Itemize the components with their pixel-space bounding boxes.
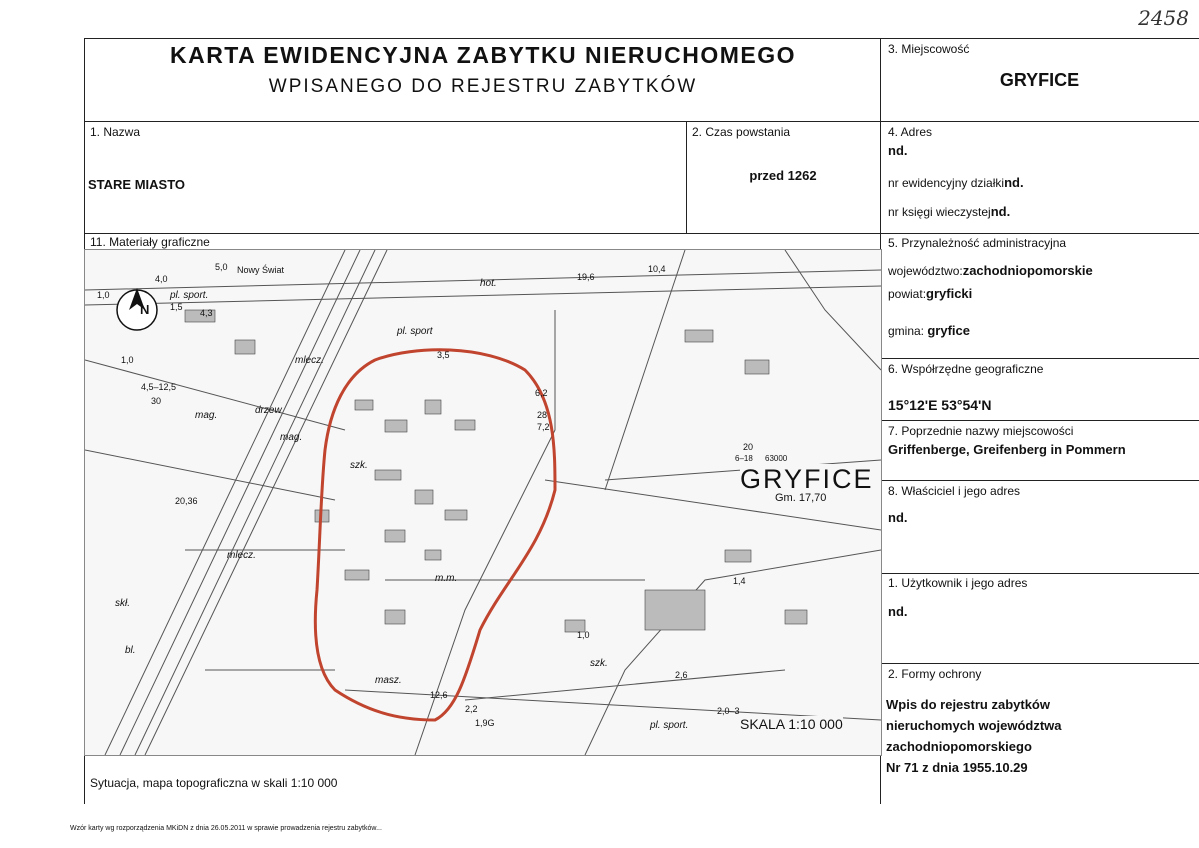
graphics-label: 11. Materiały graficzne	[90, 235, 210, 249]
north-arrow	[117, 288, 157, 330]
map-gm-label: Gm. 17,70	[775, 492, 827, 504]
map-number: 3,5	[437, 350, 450, 360]
voivodeship-label: województwo:	[888, 264, 963, 278]
map-number: 4,5–12,5	[141, 382, 177, 392]
map-number: 28	[537, 410, 548, 420]
map-annotation: m.m.	[435, 573, 458, 584]
map-annotation: mag.	[195, 410, 218, 421]
county-label: powiat:	[888, 287, 927, 301]
card-title: KARTA EWIDENCYJNA ZABYTKU NIERUCHOMEGO	[169, 42, 797, 68]
protection-line-1: Wpis do rejestru zabytków	[886, 697, 1050, 712]
form-footnote: Wzór karty wg rozporządzenia MKiDN z dnia 26.05.2011 w sprawie prowadzenia rejestru zabytków...	[70, 825, 382, 832]
map-number: 1,9G	[475, 718, 495, 728]
row-divider-2	[84, 233, 880, 234]
voivodeship-value: zachodniopomorskie	[962, 263, 1093, 278]
north-label: N	[140, 302, 150, 317]
county-line	[888, 286, 972, 301]
map-scale-label: SKALA 1:10 000	[740, 716, 843, 732]
map-annotation: szk.	[590, 658, 608, 669]
locality-value: GRYFICE	[999, 70, 1080, 90]
locality-label: 3. Miejscowość	[888, 42, 970, 56]
right-divider-adm	[880, 233, 1199, 234]
old-names-label: 7. Poprzednie nazwy miejscowości	[888, 424, 1074, 438]
archive-stamp: 2458	[1138, 6, 1189, 30]
land-register-label: nr księgi wieczystej	[888, 205, 991, 219]
map-number: 7,2	[537, 422, 550, 432]
protection-line-4: Nr 71 z dnia 1955.10.29	[886, 760, 1028, 775]
protection-line-2: nieruchomych województwa	[886, 718, 1062, 733]
name-label: 1. Nazwa	[90, 125, 141, 139]
map-number: 63000	[765, 454, 788, 463]
map-annotation: pl. sport.	[170, 290, 209, 301]
plot-number-label: nr ewidencyjny działki	[888, 176, 1005, 190]
land-register-line	[888, 204, 1010, 219]
map-town-label: GRYFICE	[740, 464, 874, 494]
map-number: 1,5	[170, 302, 183, 312]
coords-label: 6. Współrzędne geograficzne	[888, 362, 1044, 376]
protection-line-3: zachodniopomorskiego	[886, 739, 1032, 754]
map-annotation: skł.	[115, 598, 130, 609]
map-number: 1,0	[97, 290, 110, 300]
map-number: 19,6	[577, 272, 595, 282]
coords-value: 15°12'E 53°54'N	[888, 397, 992, 413]
right-divider-user	[880, 573, 1199, 574]
map-number: 2,6	[675, 670, 688, 680]
map-number: 20,36	[175, 496, 198, 506]
map-annotation: masz.	[375, 675, 402, 686]
plot-number-line	[888, 175, 1024, 190]
map-number: 4,3	[200, 308, 213, 318]
owner-label: 8. Właściciel i jego adres	[888, 484, 1021, 498]
county-value: gryficki	[926, 286, 973, 301]
map-number: 30	[151, 396, 162, 406]
row-divider-1	[84, 121, 1199, 122]
map-annotation: mlecz.	[295, 355, 324, 366]
card-subtitle: WPISANEGO DO REJESTRU ZABYTKÓW	[268, 76, 698, 97]
land-register-value: nd.	[990, 204, 1011, 219]
map-number: 20	[743, 442, 754, 452]
map-caption: Sytuacja, mapa topograficzna w skali 1:10 000	[90, 776, 338, 790]
period-label: 2. Czas powstania	[692, 125, 791, 139]
protection-label: 2. Formy ochrony	[888, 667, 982, 681]
right-divider-oldnames	[880, 420, 1199, 421]
address-label: 4. Adres	[888, 125, 933, 139]
map-number: 5,0	[215, 262, 228, 272]
map-street-grid	[85, 250, 881, 755]
map-annotation: szk.	[350, 460, 368, 471]
map-annotation: drzew	[255, 405, 282, 416]
right-divider-protection	[880, 663, 1199, 664]
map-annotation: mag.	[280, 432, 303, 443]
map-number: 4,0	[155, 274, 168, 284]
admin-label: 5. Przynależność administracyjna	[888, 236, 1067, 250]
topographic-map	[84, 249, 882, 756]
commune-line	[888, 323, 970, 338]
commune-value: gryfice	[927, 323, 970, 338]
right-divider-coords	[880, 358, 1199, 359]
map-number: 12,6	[430, 690, 448, 700]
commune-label: gmina:	[888, 324, 928, 338]
owner-value: nd.	[888, 510, 908, 525]
frame-top-line	[84, 38, 1199, 39]
map-drawing	[85, 250, 881, 755]
map-number: 2,0–3	[717, 706, 740, 716]
user-label: 1. Użytkownik i jego adres	[888, 576, 1028, 590]
map-number: 6,2	[535, 388, 548, 398]
map-annotation: pl. sport	[397, 326, 433, 337]
map-number: 1,4	[733, 576, 746, 586]
map-annotation: hot.	[480, 278, 497, 289]
map-number: 2,2	[465, 704, 478, 714]
map-number: 1,0	[121, 355, 134, 365]
user-value: nd.	[888, 604, 908, 619]
plot-number-value: nd.	[1004, 175, 1024, 190]
map-annotation: pl. sport.	[650, 720, 689, 731]
name-value: STARE MIASTO	[88, 177, 186, 192]
period-value: przed 1262	[749, 168, 817, 183]
voivodeship-line	[888, 263, 1093, 278]
map-number: 1,0	[577, 630, 590, 640]
map-annotation: mlecz.	[227, 550, 256, 561]
map-annotation: bl.	[125, 645, 136, 656]
address-value: nd.	[888, 143, 908, 158]
map-number: 10,4	[648, 264, 666, 274]
old-names-value: Griffenberge, Greifenberg in Pommern	[888, 442, 1126, 457]
right-divider-owner	[880, 480, 1199, 481]
map-annotation: Nowy Świat	[237, 265, 285, 275]
map-number: 6–18	[735, 454, 753, 463]
